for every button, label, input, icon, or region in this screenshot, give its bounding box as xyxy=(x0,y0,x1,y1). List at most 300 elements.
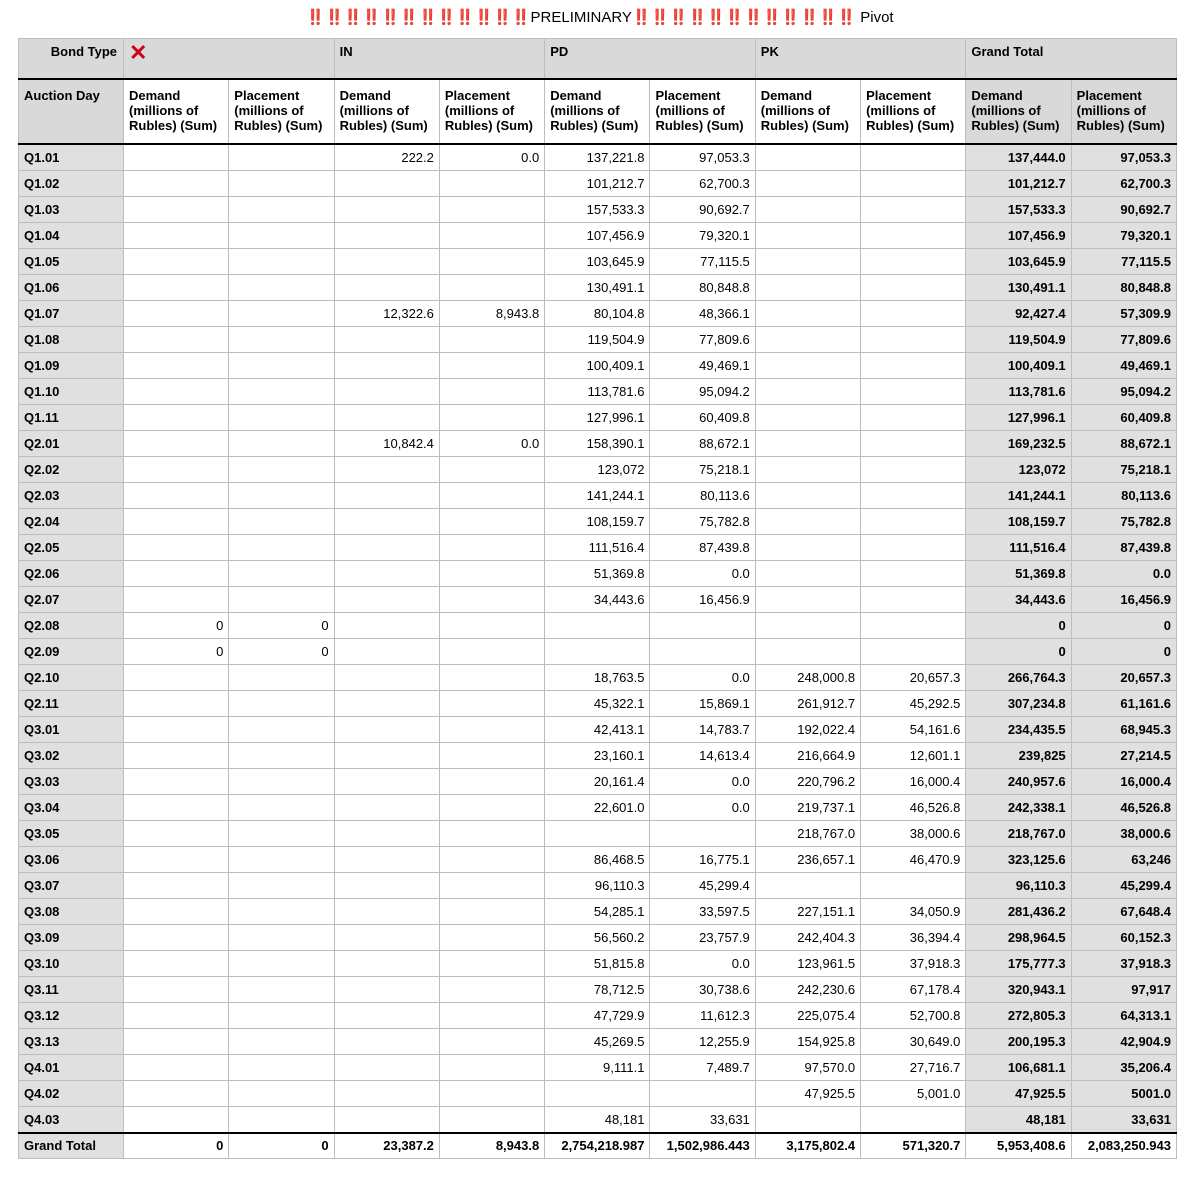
grand-total-value-cell[interactable]: 35,206.4 xyxy=(1071,1055,1176,1081)
value-cell[interactable]: 49,469.1 xyxy=(650,353,755,379)
value-cell[interactable] xyxy=(861,197,966,223)
value-cell[interactable] xyxy=(861,561,966,587)
value-cell[interactable] xyxy=(124,353,229,379)
grand-total-value-cell[interactable]: 157,533.3 xyxy=(966,197,1071,223)
value-cell[interactable]: 23,387.2 xyxy=(334,1133,439,1159)
value-cell[interactable] xyxy=(334,379,439,405)
value-cell[interactable] xyxy=(229,821,334,847)
value-cell[interactable] xyxy=(545,1081,650,1107)
value-cell[interactable] xyxy=(124,1029,229,1055)
value-cell[interactable]: 45,299.4 xyxy=(650,873,755,899)
auction-day-cell[interactable]: Q2.06 xyxy=(19,561,124,587)
value-cell[interactable] xyxy=(439,1003,544,1029)
value-cell[interactable] xyxy=(439,977,544,1003)
grand-total-value-cell[interactable]: 100,409.1 xyxy=(966,353,1071,379)
value-cell[interactable]: 111,516.4 xyxy=(545,535,650,561)
value-cell[interactable]: 11,612.3 xyxy=(650,1003,755,1029)
grand-total-value-cell[interactable]: 234,435.5 xyxy=(966,717,1071,743)
value-cell[interactable] xyxy=(439,691,544,717)
value-cell[interactable] xyxy=(334,925,439,951)
value-cell[interactable] xyxy=(439,795,544,821)
value-cell[interactable] xyxy=(229,899,334,925)
grand-total-value-cell[interactable]: 97,917 xyxy=(1071,977,1176,1003)
value-cell[interactable] xyxy=(229,717,334,743)
value-cell[interactable]: 52,700.8 xyxy=(861,1003,966,1029)
grand-total-value-cell[interactable]: 33,631 xyxy=(1071,1107,1176,1134)
value-cell[interactable]: 16,456.9 xyxy=(650,587,755,613)
value-cell[interactable] xyxy=(755,379,860,405)
grand-total-value-cell[interactable]: 101,212.7 xyxy=(966,171,1071,197)
bond-type-filter-cell[interactable] xyxy=(124,39,335,80)
value-cell[interactable]: 12,255.9 xyxy=(650,1029,755,1055)
value-cell[interactable]: 158,390.1 xyxy=(545,431,650,457)
value-cell[interactable] xyxy=(229,457,334,483)
grand-total-value-cell[interactable]: 16,456.9 xyxy=(1071,587,1176,613)
value-cell[interactable] xyxy=(334,275,439,301)
value-cell[interactable] xyxy=(229,665,334,691)
auction-day-cell[interactable]: Q2.05 xyxy=(19,535,124,561)
value-cell[interactable]: 20,161.4 xyxy=(545,769,650,795)
grand-total-value-cell[interactable]: 323,125.6 xyxy=(966,847,1071,873)
grand-total-value-cell[interactable]: 75,782.8 xyxy=(1071,509,1176,535)
auction-day-cell[interactable]: Q1.08 xyxy=(19,327,124,353)
value-cell[interactable] xyxy=(334,665,439,691)
value-cell[interactable] xyxy=(439,249,544,275)
value-cell[interactable] xyxy=(439,951,544,977)
value-cell[interactable]: 227,151.1 xyxy=(755,899,860,925)
value-cell[interactable] xyxy=(334,977,439,1003)
value-cell[interactable]: 80,113.6 xyxy=(650,483,755,509)
value-cell[interactable]: 0.0 xyxy=(650,561,755,587)
grand-total-value-cell[interactable]: 87,439.8 xyxy=(1071,535,1176,561)
grand-total-value-cell[interactable]: 68,945.3 xyxy=(1071,717,1176,743)
value-cell[interactable]: 100,409.1 xyxy=(545,353,650,379)
grand-total-value-cell[interactable]: 95,094.2 xyxy=(1071,379,1176,405)
value-cell[interactable] xyxy=(229,535,334,561)
grand-total-value-cell[interactable]: 60,152.3 xyxy=(1071,925,1176,951)
value-cell[interactable]: 23,757.9 xyxy=(650,925,755,951)
value-cell[interactable] xyxy=(229,1081,334,1107)
value-cell[interactable]: 225,075.4 xyxy=(755,1003,860,1029)
value-cell[interactable] xyxy=(124,821,229,847)
value-cell[interactable] xyxy=(861,379,966,405)
value-cell[interactable]: 9,111.1 xyxy=(545,1055,650,1081)
value-cell[interactable]: 0 xyxy=(229,639,334,665)
value-cell[interactable]: 51,369.8 xyxy=(545,561,650,587)
value-cell[interactable] xyxy=(439,613,544,639)
value-cell[interactable] xyxy=(124,665,229,691)
grand-total-value-cell[interactable]: 127,996.1 xyxy=(966,405,1071,431)
value-cell[interactable] xyxy=(861,431,966,457)
value-cell[interactable]: 0 xyxy=(124,613,229,639)
grand-total-value-cell[interactable]: 64,313.1 xyxy=(1071,1003,1176,1029)
value-cell[interactable] xyxy=(124,405,229,431)
auction-day-cell[interactable]: Q3.03 xyxy=(19,769,124,795)
value-cell[interactable] xyxy=(334,743,439,769)
value-cell[interactable] xyxy=(861,587,966,613)
value-cell[interactable] xyxy=(334,899,439,925)
value-cell[interactable] xyxy=(755,144,860,171)
value-cell[interactable]: 261,912.7 xyxy=(755,691,860,717)
value-cell[interactable]: 14,613.4 xyxy=(650,743,755,769)
value-cell[interactable]: 192,022.4 xyxy=(755,717,860,743)
value-cell[interactable] xyxy=(124,327,229,353)
grand-total-value-cell[interactable]: 47,925.5 xyxy=(966,1081,1071,1107)
grand-total-value-cell[interactable]: 103,645.9 xyxy=(966,249,1071,275)
value-cell[interactable]: 101,212.7 xyxy=(545,171,650,197)
grand-total-value-cell[interactable]: 242,338.1 xyxy=(966,795,1071,821)
auction-day-cell[interactable]: Q3.09 xyxy=(19,925,124,951)
grand-total-label[interactable]: Grand Total xyxy=(19,1133,124,1159)
value-cell[interactable] xyxy=(650,613,755,639)
value-cell[interactable] xyxy=(124,899,229,925)
value-cell[interactable]: 130,491.1 xyxy=(545,275,650,301)
value-cell[interactable]: 86,468.5 xyxy=(545,847,650,873)
value-cell[interactable]: 22,601.0 xyxy=(545,795,650,821)
value-cell[interactable]: 96,110.3 xyxy=(545,873,650,899)
value-cell[interactable] xyxy=(861,873,966,899)
value-cell[interactable] xyxy=(439,1107,544,1134)
value-cell[interactable] xyxy=(124,1003,229,1029)
grand-total-value-cell[interactable]: 27,214.5 xyxy=(1071,743,1176,769)
value-cell[interactable] xyxy=(439,821,544,847)
value-cell[interactable]: 51,815.8 xyxy=(545,951,650,977)
value-cell[interactable]: 12,601.1 xyxy=(861,743,966,769)
value-cell[interactable] xyxy=(755,509,860,535)
value-cell[interactable]: 14,783.7 xyxy=(650,717,755,743)
value-cell[interactable] xyxy=(334,821,439,847)
value-cell[interactable] xyxy=(124,769,229,795)
grand-total-value-cell[interactable]: 88,672.1 xyxy=(1071,431,1176,457)
value-cell[interactable]: 7,489.7 xyxy=(650,1055,755,1081)
grand-total-value-cell[interactable]: 307,234.8 xyxy=(966,691,1071,717)
value-cell[interactable]: 2,754,218.987 xyxy=(545,1133,650,1159)
value-cell[interactable] xyxy=(334,873,439,899)
value-cell[interactable]: 3,175,802.4 xyxy=(755,1133,860,1159)
value-cell[interactable] xyxy=(124,691,229,717)
auction-day-cell[interactable]: Q1.06 xyxy=(19,275,124,301)
value-cell[interactable] xyxy=(439,899,544,925)
value-cell[interactable]: 0.0 xyxy=(650,769,755,795)
auction-day-cell[interactable]: Q3.05 xyxy=(19,821,124,847)
grand-total-value-cell[interactable]: 141,244.1 xyxy=(966,483,1071,509)
value-cell[interactable] xyxy=(124,535,229,561)
value-cell[interactable]: 123,961.5 xyxy=(755,951,860,977)
auction-day-cell[interactable]: Q2.08 xyxy=(19,613,124,639)
value-cell[interactable] xyxy=(755,1107,860,1134)
value-cell[interactable] xyxy=(861,483,966,509)
value-cell[interactable]: 90,692.7 xyxy=(650,197,755,223)
grand-total-value-cell[interactable]: 16,000.4 xyxy=(1071,769,1176,795)
value-cell[interactable] xyxy=(861,639,966,665)
value-cell[interactable] xyxy=(124,587,229,613)
value-cell[interactable]: 27,716.7 xyxy=(861,1055,966,1081)
value-cell[interactable]: 216,664.9 xyxy=(755,743,860,769)
clear-filter-icon[interactable]: ✕ xyxy=(129,40,148,65)
value-cell[interactable] xyxy=(755,483,860,509)
auction-day-cell[interactable]: Q1.07 xyxy=(19,301,124,327)
auction-day-cell[interactable]: Q2.07 xyxy=(19,587,124,613)
value-cell[interactable] xyxy=(124,223,229,249)
value-cell[interactable] xyxy=(755,275,860,301)
grand-total-value-cell[interactable]: 67,648.4 xyxy=(1071,899,1176,925)
value-cell[interactable]: 107,456.9 xyxy=(545,223,650,249)
grand-total-value-cell[interactable]: 38,000.6 xyxy=(1071,821,1176,847)
value-cell[interactable] xyxy=(229,483,334,509)
value-cell[interactable] xyxy=(755,197,860,223)
grand-total-value-cell[interactable]: 130,491.1 xyxy=(966,275,1071,301)
value-cell[interactable]: 154,925.8 xyxy=(755,1029,860,1055)
value-cell[interactable]: 108,159.7 xyxy=(545,509,650,535)
value-cell[interactable] xyxy=(861,535,966,561)
grand-total-value-cell[interactable]: 175,777.3 xyxy=(966,951,1071,977)
value-cell[interactable] xyxy=(334,457,439,483)
value-cell[interactable] xyxy=(439,197,544,223)
value-cell[interactable]: 45,322.1 xyxy=(545,691,650,717)
grand-total-value-cell[interactable]: 239,825 xyxy=(966,743,1071,769)
grand-total-value-cell[interactable]: 75,218.1 xyxy=(1071,457,1176,483)
value-cell[interactable] xyxy=(229,405,334,431)
grand-total-value-cell[interactable]: 266,764.3 xyxy=(966,665,1071,691)
value-cell[interactable]: 77,115.5 xyxy=(650,249,755,275)
grand-total-value-cell[interactable]: 77,809.6 xyxy=(1071,327,1176,353)
value-cell[interactable]: 78,712.5 xyxy=(545,977,650,1003)
value-cell[interactable] xyxy=(334,535,439,561)
value-cell[interactable] xyxy=(124,717,229,743)
value-cell[interactable]: 103,645.9 xyxy=(545,249,650,275)
value-cell[interactable] xyxy=(755,405,860,431)
value-cell[interactable] xyxy=(334,561,439,587)
value-cell[interactable] xyxy=(124,977,229,1003)
value-cell[interactable] xyxy=(334,483,439,509)
value-cell[interactable] xyxy=(861,249,966,275)
value-cell[interactable]: 18,763.5 xyxy=(545,665,650,691)
value-cell[interactable] xyxy=(124,171,229,197)
grand-total-value-cell[interactable]: 107,456.9 xyxy=(966,223,1071,249)
value-cell[interactable] xyxy=(439,223,544,249)
value-cell[interactable] xyxy=(439,457,544,483)
auction-day-cell[interactable]: Q2.11 xyxy=(19,691,124,717)
grand-total-value-cell[interactable]: 57,309.9 xyxy=(1071,301,1176,327)
value-cell[interactable] xyxy=(124,1081,229,1107)
value-cell[interactable] xyxy=(229,847,334,873)
value-cell[interactable] xyxy=(334,1055,439,1081)
grand-total-value-cell[interactable]: 62,700.3 xyxy=(1071,171,1176,197)
value-cell[interactable]: 88,672.1 xyxy=(650,431,755,457)
value-cell[interactable] xyxy=(861,171,966,197)
value-cell[interactable] xyxy=(755,561,860,587)
value-cell[interactable]: 0 xyxy=(124,639,229,665)
value-cell[interactable]: 97,053.3 xyxy=(650,144,755,171)
value-cell[interactable]: 33,597.5 xyxy=(650,899,755,925)
value-cell[interactable] xyxy=(439,1081,544,1107)
value-cell[interactable] xyxy=(861,223,966,249)
grand-total-value-cell[interactable]: 240,957.6 xyxy=(966,769,1071,795)
value-cell[interactable] xyxy=(650,639,755,665)
value-cell[interactable]: 218,767.0 xyxy=(755,821,860,847)
grand-total-value-cell[interactable]: 20,657.3 xyxy=(1071,665,1176,691)
value-cell[interactable] xyxy=(650,821,755,847)
grand-total-value-cell[interactable]: 97,053.3 xyxy=(1071,144,1176,171)
grand-total-value-cell[interactable]: 0 xyxy=(1071,613,1176,639)
value-cell[interactable] xyxy=(124,951,229,977)
value-cell[interactable] xyxy=(124,743,229,769)
value-cell[interactable] xyxy=(439,405,544,431)
value-cell[interactable] xyxy=(439,769,544,795)
value-cell[interactable] xyxy=(334,691,439,717)
value-cell[interactable] xyxy=(229,977,334,1003)
value-cell[interactable]: 47,729.9 xyxy=(545,1003,650,1029)
value-cell[interactable]: 46,470.9 xyxy=(861,847,966,873)
value-cell[interactable]: 0 xyxy=(124,1133,229,1159)
value-cell[interactable]: 38,000.6 xyxy=(861,821,966,847)
value-cell[interactable]: 157,533.3 xyxy=(545,197,650,223)
value-cell[interactable] xyxy=(229,379,334,405)
value-cell[interactable] xyxy=(861,275,966,301)
grand-total-value-cell[interactable]: 34,443.6 xyxy=(966,587,1071,613)
value-cell[interactable] xyxy=(545,821,650,847)
value-cell[interactable] xyxy=(229,691,334,717)
auction-day-cell[interactable]: Q3.02 xyxy=(19,743,124,769)
grand-total-value-cell[interactable]: 92,427.4 xyxy=(966,301,1071,327)
auction-day-cell[interactable]: Q3.06 xyxy=(19,847,124,873)
value-cell[interactable] xyxy=(229,144,334,171)
value-cell[interactable]: 141,244.1 xyxy=(545,483,650,509)
value-cell[interactable]: 222.2 xyxy=(334,144,439,171)
grand-total-value-cell[interactable]: 137,444.0 xyxy=(966,144,1071,171)
value-cell[interactable]: 37,918.3 xyxy=(861,951,966,977)
grand-total-value-cell[interactable]: 320,943.1 xyxy=(966,977,1071,1003)
auction-day-cell[interactable]: Q3.04 xyxy=(19,795,124,821)
value-cell[interactable]: 236,657.1 xyxy=(755,847,860,873)
value-cell[interactable]: 80,104.8 xyxy=(545,301,650,327)
value-cell[interactable] xyxy=(124,1055,229,1081)
value-cell[interactable]: 67,178.4 xyxy=(861,977,966,1003)
value-cell[interactable] xyxy=(861,405,966,431)
value-cell[interactable] xyxy=(334,197,439,223)
grand-total-value-cell[interactable]: 46,526.8 xyxy=(1071,795,1176,821)
value-cell[interactable]: 62,700.3 xyxy=(650,171,755,197)
auction-day-cell[interactable]: Q2.01 xyxy=(19,431,124,457)
value-cell[interactable] xyxy=(439,665,544,691)
auction-day-cell[interactable]: Q2.02 xyxy=(19,457,124,483)
value-cell[interactable] xyxy=(861,1107,966,1134)
value-cell[interactable] xyxy=(861,613,966,639)
value-cell[interactable]: 12,322.6 xyxy=(334,301,439,327)
value-cell[interactable] xyxy=(439,847,544,873)
auction-day-cell[interactable]: Q3.10 xyxy=(19,951,124,977)
value-cell[interactable]: 220,796.2 xyxy=(755,769,860,795)
value-cell[interactable] xyxy=(229,249,334,275)
value-cell[interactable] xyxy=(439,587,544,613)
value-cell[interactable]: 46,526.8 xyxy=(861,795,966,821)
grand-total-value-cell[interactable]: 5,953,408.6 xyxy=(966,1133,1071,1159)
value-cell[interactable] xyxy=(229,769,334,795)
value-cell[interactable] xyxy=(439,639,544,665)
value-cell[interactable]: 75,218.1 xyxy=(650,457,755,483)
value-cell[interactable]: 137,221.8 xyxy=(545,144,650,171)
value-cell[interactable] xyxy=(229,353,334,379)
grand-total-value-cell[interactable]: 298,964.5 xyxy=(966,925,1071,951)
grand-total-value-cell[interactable]: 106,681.1 xyxy=(966,1055,1071,1081)
value-cell[interactable]: 10,842.4 xyxy=(334,431,439,457)
auction-day-cell[interactable]: Q3.07 xyxy=(19,873,124,899)
value-cell[interactable]: 45,292.5 xyxy=(861,691,966,717)
value-cell[interactable]: 30,738.6 xyxy=(650,977,755,1003)
value-cell[interactable]: 0 xyxy=(229,613,334,639)
value-cell[interactable] xyxy=(439,483,544,509)
value-cell[interactable]: 0 xyxy=(229,1133,334,1159)
value-cell[interactable] xyxy=(439,379,544,405)
value-cell[interactable] xyxy=(229,171,334,197)
value-cell[interactable]: 34,050.9 xyxy=(861,899,966,925)
value-cell[interactable] xyxy=(124,301,229,327)
value-cell[interactable] xyxy=(229,509,334,535)
value-cell[interactable] xyxy=(334,249,439,275)
auction-day-cell[interactable]: Q1.01 xyxy=(19,144,124,171)
value-cell[interactable] xyxy=(755,587,860,613)
auction-day-cell[interactable]: Q3.12 xyxy=(19,1003,124,1029)
value-cell[interactable]: 33,631 xyxy=(650,1107,755,1134)
grand-total-value-cell[interactable]: 80,113.6 xyxy=(1071,483,1176,509)
value-cell[interactable]: 571,320.7 xyxy=(861,1133,966,1159)
grand-total-value-cell[interactable]: 281,436.2 xyxy=(966,899,1071,925)
value-cell[interactable] xyxy=(334,795,439,821)
value-cell[interactable]: 42,413.1 xyxy=(545,717,650,743)
value-cell[interactable] xyxy=(439,535,544,561)
auction-day-cell[interactable]: Q3.13 xyxy=(19,1029,124,1055)
value-cell[interactable] xyxy=(861,353,966,379)
value-cell[interactable] xyxy=(229,873,334,899)
value-cell[interactable] xyxy=(229,327,334,353)
value-cell[interactable]: 119,504.9 xyxy=(545,327,650,353)
value-cell[interactable] xyxy=(439,275,544,301)
value-cell[interactable] xyxy=(124,275,229,301)
value-cell[interactable]: 5,001.0 xyxy=(861,1081,966,1107)
value-cell[interactable] xyxy=(755,301,860,327)
grand-total-value-cell[interactable]: 45,299.4 xyxy=(1071,873,1176,899)
value-cell[interactable] xyxy=(861,144,966,171)
auction-day-cell[interactable]: Q2.03 xyxy=(19,483,124,509)
grand-total-value-cell[interactable]: 90,692.7 xyxy=(1071,197,1176,223)
grand-total-value-cell[interactable]: 96,110.3 xyxy=(966,873,1071,899)
grand-total-value-cell[interactable]: 0 xyxy=(966,639,1071,665)
value-cell[interactable]: 113,781.6 xyxy=(545,379,650,405)
grand-total-value-cell[interactable]: 111,516.4 xyxy=(966,535,1071,561)
value-cell[interactable] xyxy=(334,587,439,613)
value-cell[interactable] xyxy=(545,613,650,639)
value-cell[interactable] xyxy=(439,873,544,899)
value-cell[interactable]: 123,072 xyxy=(545,457,650,483)
value-cell[interactable] xyxy=(124,379,229,405)
value-cell[interactable]: 77,809.6 xyxy=(650,327,755,353)
value-cell[interactable]: 45,269.5 xyxy=(545,1029,650,1055)
value-cell[interactable] xyxy=(124,144,229,171)
value-cell[interactable] xyxy=(439,327,544,353)
grand-total-value-cell[interactable]: 119,504.9 xyxy=(966,327,1071,353)
value-cell[interactable] xyxy=(861,301,966,327)
value-cell[interactable]: 219,737.1 xyxy=(755,795,860,821)
value-cell[interactable] xyxy=(229,1029,334,1055)
value-cell[interactable]: 87,439.8 xyxy=(650,535,755,561)
value-cell[interactable] xyxy=(124,509,229,535)
auction-day-cell[interactable]: Q3.11 xyxy=(19,977,124,1003)
value-cell[interactable]: 48,366.1 xyxy=(650,301,755,327)
auction-day-cell[interactable]: Q1.03 xyxy=(19,197,124,223)
auction-day-cell[interactable]: Q4.03 xyxy=(19,1107,124,1134)
value-cell[interactable] xyxy=(229,301,334,327)
value-cell[interactable]: 8,943.8 xyxy=(439,1133,544,1159)
